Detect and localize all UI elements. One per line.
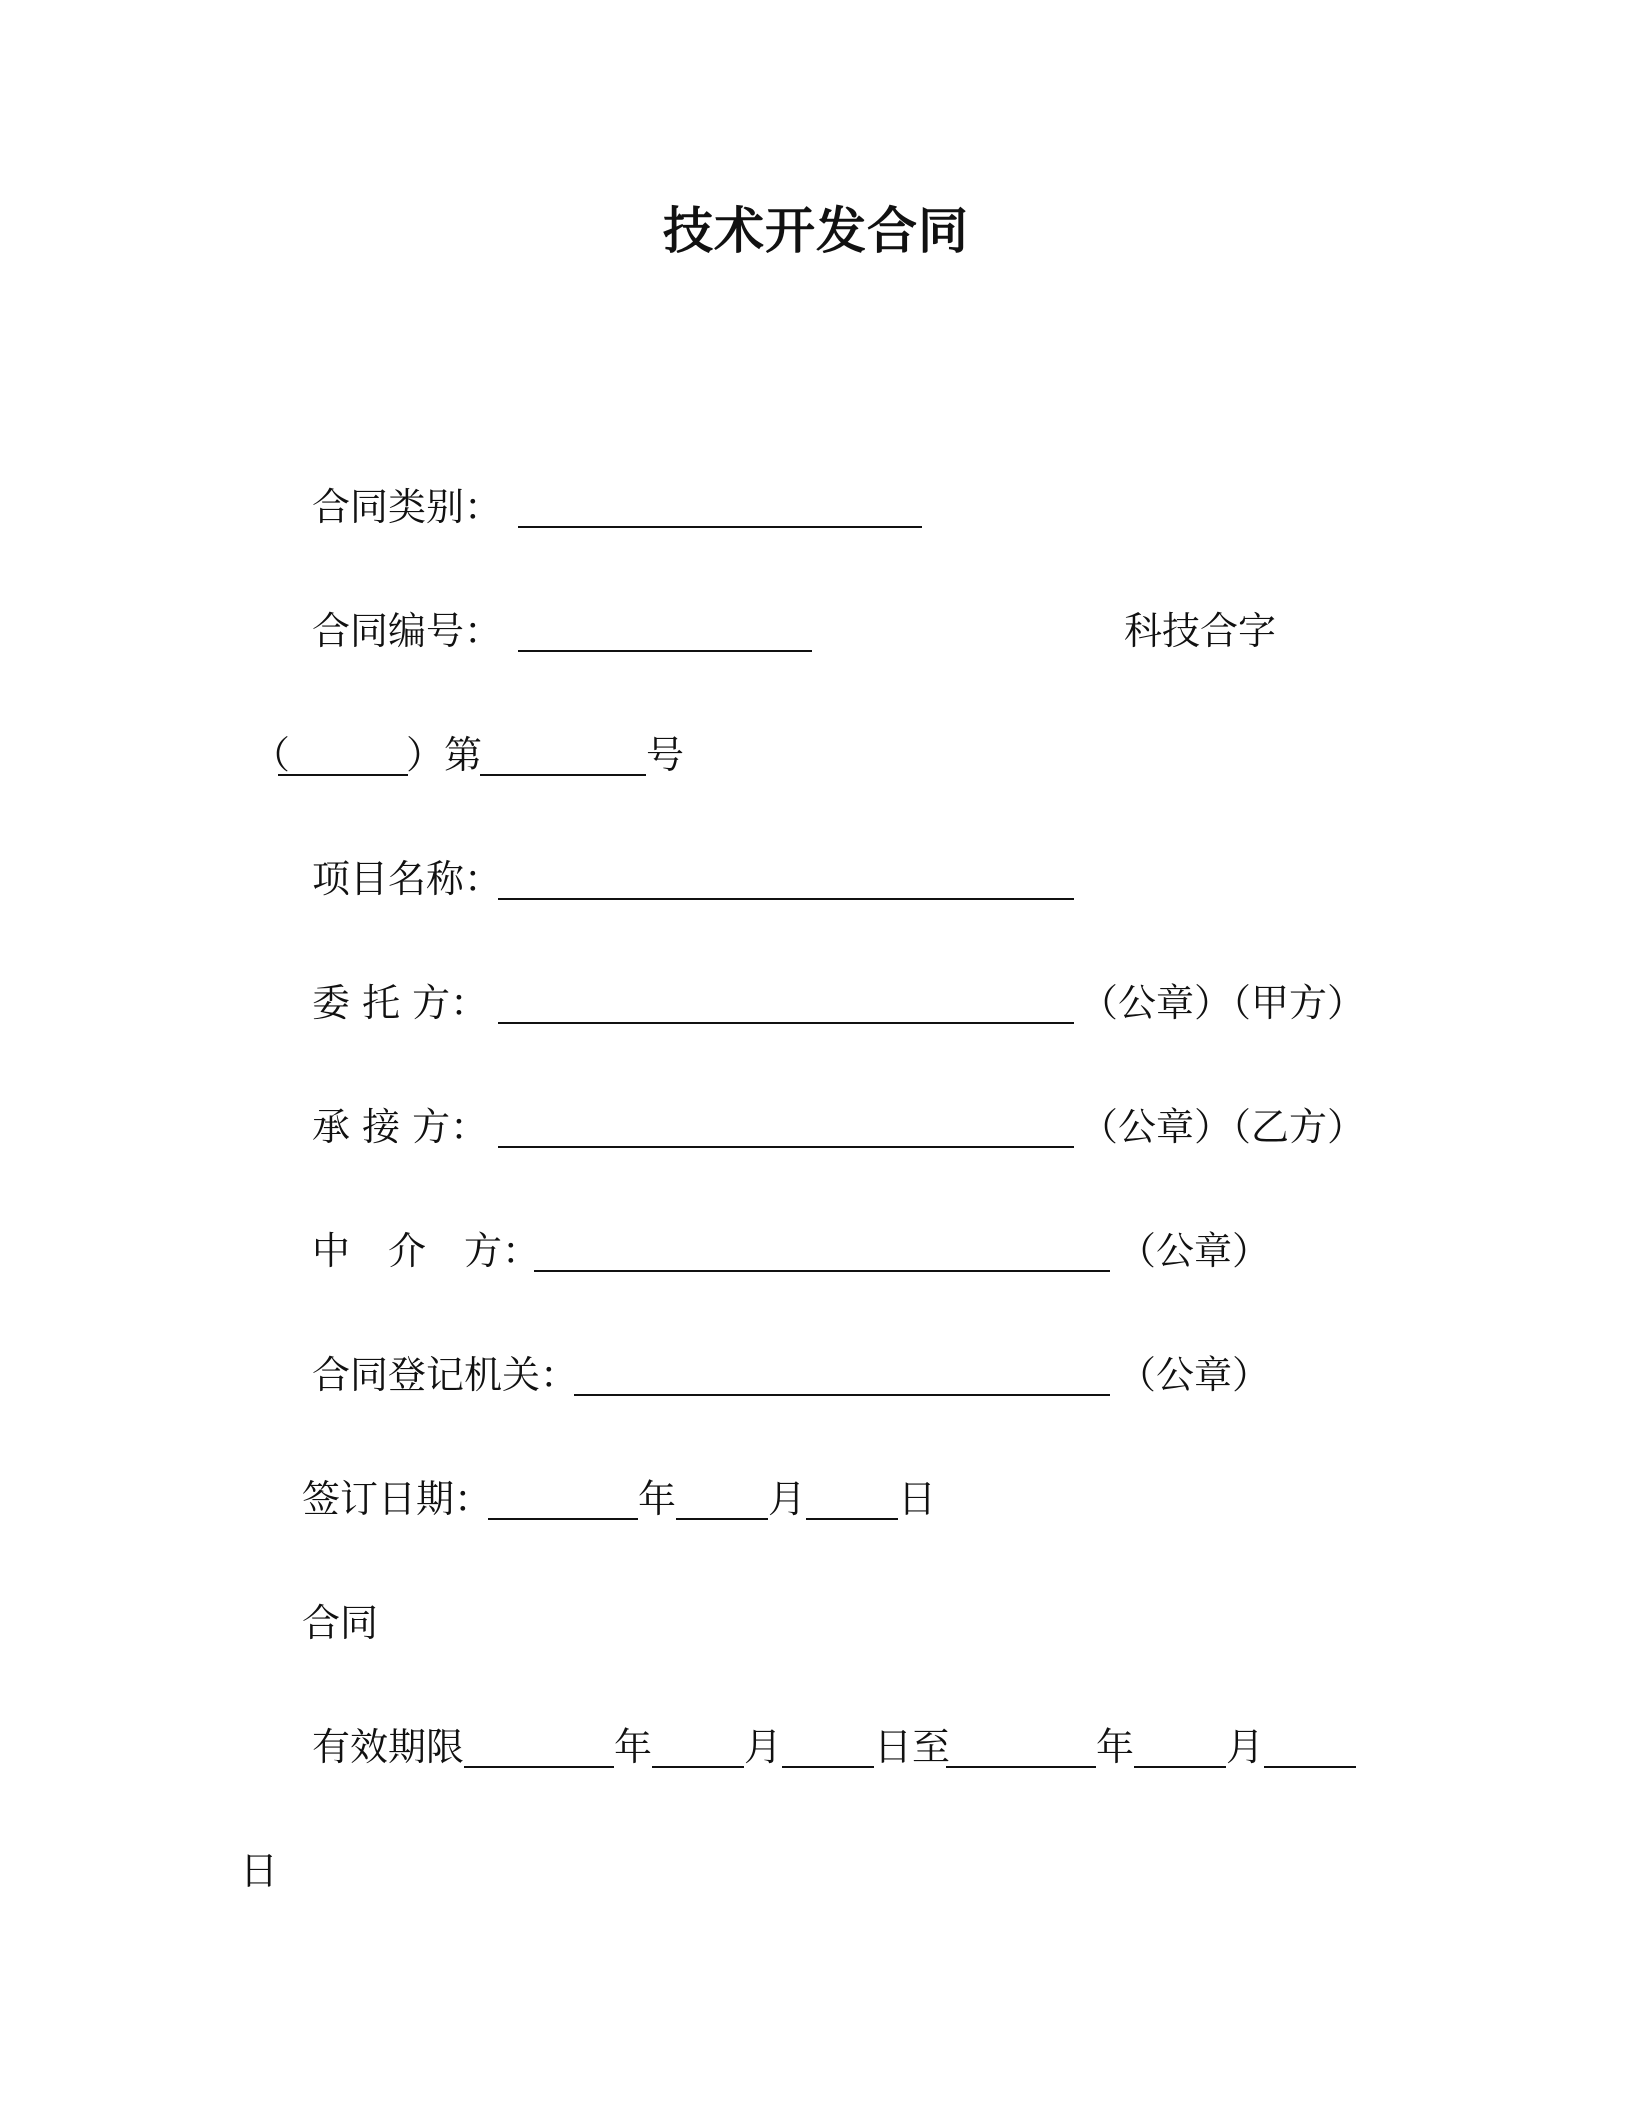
validity-end-day-blank <box>1264 1766 1356 1768</box>
contractor-row <box>312 1102 1366 1152</box>
validity-start-year-char: 年 <box>614 1725 653 1769</box>
sign-month-char: 月 <box>768 1477 807 1521</box>
serial-year-blank <box>278 774 408 776</box>
validity-end-year-char: 年 <box>1096 1725 1135 1769</box>
client-label: 委 托 方： <box>312 981 489 1025</box>
validity-end-month-blank <box>1134 1766 1226 1768</box>
validity-start-month-blank <box>652 1766 744 1768</box>
serial-hao: 号 <box>646 733 685 777</box>
contract-word-row <box>302 1598 502 1648</box>
sign-year-char: 年 <box>638 1477 677 1521</box>
serial-number-blank <box>480 774 646 776</box>
sign-day-blank <box>806 1518 898 1520</box>
validity-end-month-char: 月 <box>1226 1725 1265 1769</box>
validity-start-year-blank <box>464 1766 614 1768</box>
contract-number-label: 合同编号： <box>312 609 503 653</box>
client-row <box>312 978 1366 1028</box>
contract-number-blank <box>518 650 812 652</box>
sign-month-blank <box>676 1518 768 1520</box>
sign-date-label: 签订日期： <box>302 1477 493 1521</box>
validity-day-to: 日至 <box>874 1725 951 1769</box>
contractor-blank <box>498 1146 1074 1148</box>
intermediary-suffix: （公章） <box>1118 1229 1271 1273</box>
sign-day-char: 日 <box>898 1477 937 1521</box>
validity-last-day-row <box>240 1846 340 1896</box>
project-name-blank <box>498 898 1074 900</box>
intermediary-label: 中 介 方： <box>312 1229 541 1273</box>
registry-blank <box>574 1394 1110 1396</box>
contract-type-blank <box>518 526 922 528</box>
project-name-label: 项目名称： <box>312 857 503 901</box>
contractor-label: 承 接 方： <box>312 1105 489 1149</box>
contract-word: 合同 <box>302 1601 379 1645</box>
intermediary-blank <box>534 1270 1110 1272</box>
intermediary-row <box>312 1226 1271 1276</box>
validity-label: 有效期限 <box>312 1725 465 1769</box>
registry-label: 合同登记机关： <box>312 1353 579 1397</box>
client-blank <box>498 1022 1074 1024</box>
contract-serial-row <box>252 730 712 780</box>
validity-row <box>312 1722 1362 1772</box>
contract-type-row <box>312 482 932 532</box>
validity-end-year-blank <box>946 1766 1096 1768</box>
contract-number-row <box>312 606 1312 656</box>
contract-number-suffix: 科技合字 <box>1124 609 1277 653</box>
serial-close-paren-di: ）第 <box>406 733 483 777</box>
client-suffix: （公章）（甲方） <box>1080 981 1366 1025</box>
serial-open-paren: （ <box>252 733 291 777</box>
contractor-suffix: （公章）（乙方） <box>1080 1105 1366 1149</box>
validity-last-day: 日 <box>240 1849 279 1893</box>
contract-type-label: 合同类别： <box>312 485 503 529</box>
project-name-row <box>312 854 1112 904</box>
validity-start-day-blank <box>782 1766 874 1768</box>
registry-row <box>312 1350 1271 1400</box>
document-title: 技术开发合同 <box>663 202 969 260</box>
validity-start-month-char: 月 <box>744 1725 783 1769</box>
registry-suffix: （公章） <box>1118 1353 1271 1397</box>
sign-year-blank <box>488 1518 638 1520</box>
sign-date-row <box>302 1474 962 1524</box>
